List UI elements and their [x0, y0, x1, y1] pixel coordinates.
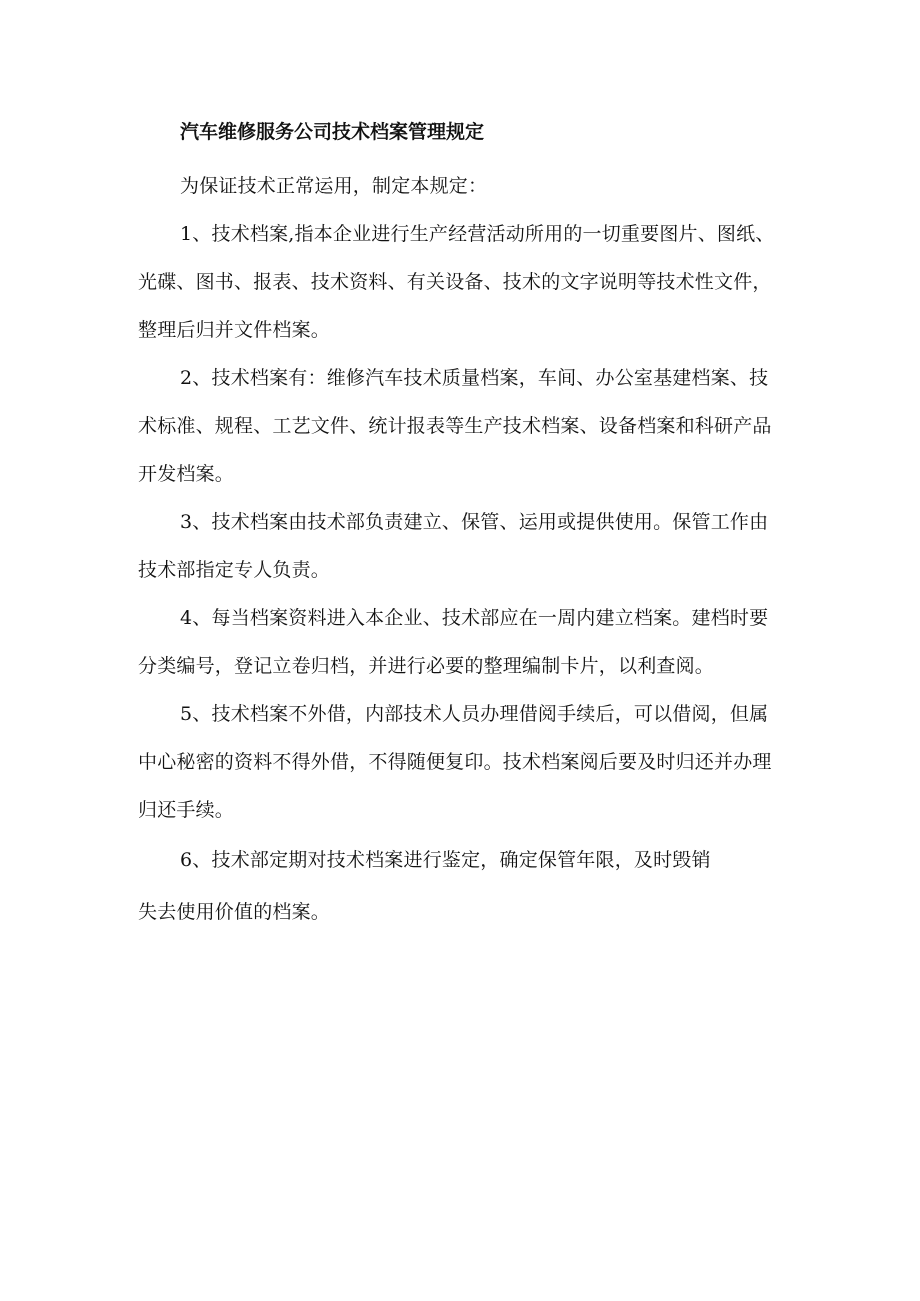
paragraph-6-line-1: 6、技术部定期对技术档案进行鉴定，确定保管年限，及时毁销 [180, 849, 711, 871]
paragraph-6 [138, 834, 786, 938]
paragraph-5: 5、技术档案不外借，内部技术人员办理借阅手续后，可以借阅，但属中心秘密的资料不得外借，不得随便复印。技术档案阅后要及时归还并办理归还手续。 [138, 703, 772, 821]
paragraph-4: 4、每当档案资料进入本企业、技术部应在一周内建立档案。建档时要分类编号，登记立卷归档，并进行必要的整理编制卡片，以利查阅。 [138, 607, 769, 677]
intro-paragraph: 为保证技术正常运用，制定本规定： [180, 175, 488, 197]
paragraph-6-line-2: 失去使用价值的档案。 [138, 901, 331, 923]
document-title: 汽车维修服务公司技术档案管理规定 [180, 121, 485, 143]
paragraph-1: 1、技术档案,指本企业进行生产经营活动所用的一切重要图片、图纸、光碟、图书、报表、技术资料、有关设备、技术的文字说明等技术性文件，整理后归并文件档案。 [138, 223, 775, 341]
document-body [138, 114, 786, 938]
paragraph-2: 2、技术档案有：维修汽车技术质量档案，车间、办公室基建档案、技术标准、规程、工艺文件、统计报表等生产技术档案、设备档案和科研产品开发档案。 [138, 367, 772, 485]
paragraph-3: 3、技术档案由技术部负责建立、保管、运用或提供使用。保管工作由技术部指定专人负责。 [138, 511, 769, 581]
